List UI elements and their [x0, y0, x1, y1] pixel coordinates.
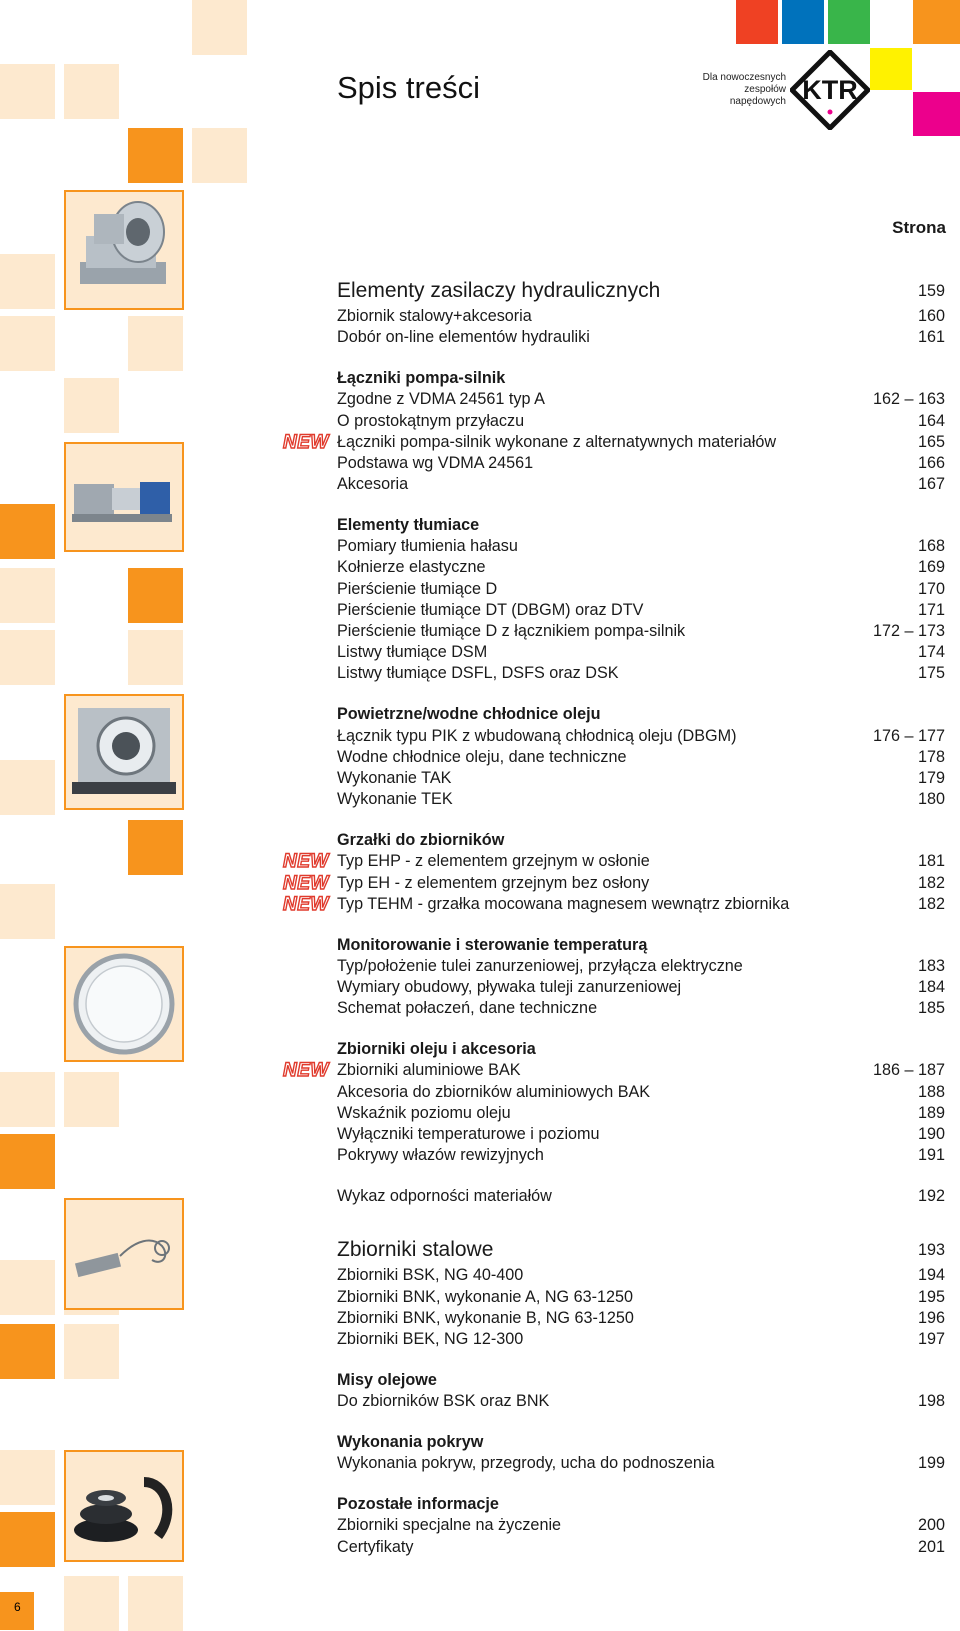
toc-group-heading: Powietrzne/wodne chłodnice oleju	[337, 705, 601, 724]
toc-page-number: 195	[917, 1287, 945, 1306]
toc-entry[interactable]	[337, 1145, 945, 1166]
tile	[64, 1324, 119, 1379]
toc-page-number: 190	[917, 1124, 945, 1143]
toc-group-heading: Elementy tłumiace	[337, 516, 480, 535]
toc-entry[interactable]	[337, 1391, 945, 1412]
toc-page-number: 174	[917, 643, 945, 662]
product-image-pump-housing	[64, 190, 184, 310]
toc-page-number: 172 – 173	[872, 622, 945, 641]
toc-entry[interactable]	[337, 1515, 945, 1536]
toc-section-title: Elementy zasilaczy hydraulicznych	[337, 279, 661, 302]
toc-entry[interactable]	[337, 642, 945, 663]
toc-entry[interactable]	[337, 956, 945, 977]
toc-entry-label: O prostokątnym przyłaczu	[337, 411, 525, 430]
color-square-red	[736, 0, 778, 44]
tile	[0, 1512, 55, 1567]
toc-entry[interactable]	[337, 1265, 945, 1286]
tile	[0, 254, 55, 309]
ktr-logo	[700, 50, 870, 130]
toc-entry-label: Pomiary tłumienia hałasu	[337, 537, 518, 556]
toc-entry-label: Pierścienie tłumiące D z łącznikiem pompa-silnik	[337, 622, 686, 641]
tile	[128, 568, 183, 623]
toc-entry[interactable]	[337, 1537, 945, 1558]
ktr-logo-mark	[790, 50, 870, 130]
toc-page-number: 171	[917, 600, 945, 619]
logo-slogan-line: Dla nowoczesnych	[702, 72, 786, 83]
toc-group-heading: Monitorowanie i sterowanie temperaturą	[337, 935, 648, 954]
product-image-damping-rings	[64, 1450, 184, 1562]
toc-entry-label: Zbiorniki BNK, wykonanie A, NG 63-1250	[337, 1287, 634, 1306]
spacer	[337, 1207, 945, 1235]
toc-page-number: 165	[917, 432, 945, 451]
toc-entry-label: Wykonanie TEK	[337, 790, 453, 809]
toc-entry[interactable]	[337, 1082, 945, 1103]
tile	[192, 0, 247, 55]
toc-entry[interactable]	[337, 1453, 945, 1474]
toc-page-number: 192	[917, 1187, 945, 1206]
toc-page-number: 198	[917, 1392, 945, 1411]
spacer	[337, 685, 945, 705]
tile	[0, 760, 55, 815]
toc-page-number: 164	[917, 411, 945, 430]
toc-page-number: 185	[917, 999, 945, 1018]
toc-entry[interactable]	[337, 1103, 945, 1124]
tile	[128, 630, 183, 685]
product-image-sight-glass	[64, 946, 184, 1062]
tile	[0, 1324, 55, 1379]
toc-entry[interactable]	[283, 893, 945, 915]
tile	[128, 128, 183, 183]
new-badge: NEW	[283, 1060, 329, 1082]
toc-entry-label: Wykonania pokryw, przegrody, ucha do podnoszenia	[337, 1454, 715, 1473]
sight-glass-illustration	[66, 948, 182, 1060]
toc-entry-label: Wodne chłodnice oleju, dane techniczne	[337, 747, 627, 766]
color-square-green	[828, 0, 870, 44]
heater-illustration	[66, 1200, 182, 1308]
tile	[0, 1134, 55, 1189]
toc-page-number: 184	[917, 978, 945, 997]
toc-entry-label: Pierścienie tłumiące D	[337, 579, 498, 598]
spacer	[337, 495, 945, 515]
toc-entry-label: Typ TEHM - grzałka mocowana magnesem wewnątrz zbiornika	[337, 894, 790, 913]
toc-entry-label: Zbiornik stalowy+akcesoria	[337, 307, 532, 325]
toc-entry[interactable]	[337, 306, 945, 327]
toc-page-number: 197	[917, 1329, 945, 1348]
toc-entry-label: Wyłączniki temperaturowe i poziomu	[337, 1124, 600, 1143]
product-image-coupling-motor	[64, 442, 184, 552]
toc-entry[interactable]	[337, 1287, 945, 1308]
oil-cooler-illustration	[66, 696, 182, 808]
toc-entry-label: Wskaźnik poziomu oleju	[337, 1103, 511, 1122]
toc-entry-label: Typ/położenie tulei zanurzeniowej, przyłącza elektryczne	[337, 956, 743, 975]
page-number: 6	[14, 1600, 21, 1614]
toc-entry[interactable]	[337, 411, 945, 432]
toc-page-number: 183	[917, 956, 945, 975]
new-badge: NEW	[283, 431, 329, 453]
tile	[0, 504, 55, 559]
toc-entry[interactable]	[337, 789, 945, 810]
logo-slogan-line: napędowych	[729, 96, 786, 107]
toc-page-number: 176 – 177	[872, 726, 945, 745]
toc-page-number: 193	[917, 1241, 945, 1260]
toc-entry[interactable]	[283, 1060, 945, 1082]
spacer	[337, 1412, 945, 1432]
toc-group-heading: Wykonania pokryw	[337, 1433, 484, 1452]
toc-entry[interactable]	[337, 998, 945, 1019]
toc-entry[interactable]	[337, 474, 945, 495]
toc-entry[interactable]	[337, 453, 945, 474]
toc-page-number: 167	[917, 475, 945, 494]
toc-entry[interactable]	[337, 621, 945, 642]
toc-entry[interactable]	[337, 1124, 945, 1145]
toc-page-number: 200	[917, 1516, 945, 1535]
tile	[64, 64, 119, 119]
page-number-tab	[0, 1592, 34, 1630]
toc-entry-label: Pierścienie tłumiące DT (DBGM) oraz DTV	[337, 600, 644, 619]
toc-page-number: 194	[917, 1266, 945, 1285]
tile	[0, 64, 55, 119]
toc-section-heading[interactable]	[337, 1235, 945, 1265]
toc-entry-label: Łącznik typu PIK z wbudowaną chłodnicą oleju (DBGM)	[337, 726, 737, 745]
table-of-contents	[283, 276, 945, 1558]
page-column-label: Strona	[892, 218, 946, 237]
toc-entry-label: Dobór on-line elementów hydrauliki	[337, 328, 590, 347]
tile	[0, 884, 55, 939]
toc-entry[interactable]	[337, 663, 945, 684]
spacer	[337, 915, 945, 935]
toc-entry-label: Akcesoria do zbiorników aluminiowych BAK	[337, 1082, 651, 1101]
color-square-magenta	[913, 92, 960, 136]
toc-entry[interactable]	[283, 851, 945, 873]
new-badge: NEW	[283, 893, 329, 915]
toc-entry[interactable]	[337, 768, 945, 789]
color-square-orange	[913, 0, 960, 44]
toc-entry-label: Wymiary obudowy, pływaka tuleji zanurzeniowej	[337, 978, 682, 997]
toc-entry-label: Kołnierze elastyczne	[337, 558, 486, 577]
toc-entry[interactable]	[337, 600, 945, 621]
toc-entry-label: Listwy tłumiące DSM	[337, 643, 488, 662]
spacer	[337, 1350, 945, 1370]
toc-entry[interactable]	[337, 536, 945, 557]
toc-entry-label: Listwy tłumiące DSFL, DSFS oraz DSK	[337, 664, 619, 683]
toc-page-number: 169	[917, 558, 945, 577]
toc-entry-label: Zbiorniki BSK, NG 40-400	[337, 1266, 524, 1285]
page-title: Spis treści	[337, 70, 480, 105]
toc-page-number: 166	[917, 453, 945, 472]
tile	[0, 630, 55, 685]
toc-entry[interactable]	[337, 977, 945, 998]
toc-entry-label: Schemat połaczeń, dane techniczne	[337, 999, 598, 1018]
toc-entry-label: Zgodne z VDMA 24561 typ A	[337, 390, 545, 409]
toc-page-number: 186 – 187	[872, 1061, 945, 1080]
toc-entry[interactable]	[337, 389, 945, 410]
toc-entry-label: Typ EHP - z elementem grzejnym w osłonie	[337, 852, 650, 871]
toc-section-title: Zbiorniki stalowe	[337, 1238, 494, 1262]
toc-page-number: 170	[917, 579, 945, 598]
tile	[192, 128, 247, 183]
logo-text: KTR	[802, 75, 858, 105]
spacer	[337, 810, 945, 830]
tile	[0, 316, 55, 371]
toc-entry[interactable]	[337, 747, 945, 768]
toc-page-number: 188	[917, 1082, 945, 1101]
toc-page-number: 179	[917, 768, 945, 787]
toc-entry-label: Wykaz odporności materiałów	[337, 1187, 552, 1206]
toc-entry[interactable]	[337, 1186, 945, 1207]
toc-page-number: 199	[917, 1454, 945, 1473]
tile	[64, 1072, 119, 1127]
toc-page-number: 159	[917, 282, 945, 300]
toc-entry-label: Wykonanie TAK	[337, 768, 452, 787]
toc-page-number: 191	[917, 1146, 945, 1165]
toc-entry-label: Podstawa wg VDMA 24561	[337, 453, 534, 472]
toc-group-heading: Misy olejowe	[337, 1370, 437, 1389]
toc-group-heading: Zbiorniki oleju i akcesoria	[337, 1040, 536, 1059]
toc-entry-label: Zbiorniki specjalne na życzenie	[337, 1516, 562, 1535]
toc-page-number: 196	[917, 1308, 945, 1327]
tile	[0, 1260, 55, 1315]
toc-page-number: 189	[917, 1103, 945, 1122]
tile	[0, 1450, 55, 1505]
toc-entry-label: Do zbiorników BSK oraz BNK	[337, 1392, 550, 1411]
toc-section-heading[interactable]	[337, 276, 945, 306]
toc-entry[interactable]	[283, 872, 945, 894]
spacer	[337, 1474, 945, 1494]
spacer	[337, 348, 945, 368]
toc-entry[interactable]	[337, 726, 945, 747]
color-square-blue	[782, 0, 824, 44]
tile	[128, 1576, 183, 1631]
toc-entry[interactable]	[337, 327, 945, 348]
logo-slogan	[703, 72, 786, 108]
toc-group-heading: Pozostałe informacje	[337, 1495, 499, 1514]
logo-slogan-line: zespołów	[744, 84, 786, 95]
toc-entry[interactable]	[337, 1308, 945, 1329]
new-badge: NEW	[283, 872, 329, 894]
pump-housing-illustration	[66, 192, 182, 308]
tile	[128, 820, 183, 875]
toc-entry-label: Pokrywy włazów rewizyjnych	[337, 1146, 544, 1165]
new-badge: NEW	[283, 851, 329, 873]
toc-entry[interactable]	[283, 431, 945, 453]
toc-page-number: 180	[917, 790, 945, 809]
toc-page-number: 175	[917, 664, 945, 683]
toc-entry-label: Typ EH - z elementem grzejnym bez osłony	[337, 873, 650, 892]
motor-pump-illustration	[66, 444, 182, 550]
toc-entry-label: Łączniki pompa-silnik wykonane z alternatywnych materiałów	[337, 432, 777, 451]
toc-page-number: 201	[917, 1537, 945, 1556]
toc-entry-label: Zbiorniki BEK, NG 12-300	[337, 1329, 524, 1348]
toc-group-heading: Łączniki pompa-silnik	[337, 369, 506, 388]
tile	[128, 316, 183, 371]
toc-page-number: 182	[917, 873, 945, 892]
tile	[0, 568, 55, 623]
toc-page-number: 181	[917, 852, 945, 871]
toc-entry-label: Akcesoria	[337, 475, 409, 494]
spacer	[337, 1166, 945, 1186]
product-image-heater	[64, 1198, 184, 1310]
toc-entry[interactable]	[337, 1329, 945, 1350]
tile	[64, 378, 119, 433]
spacer	[337, 1019, 945, 1039]
toc-page-number: 160	[917, 307, 945, 325]
toc-page-number: 162 – 163	[872, 390, 945, 409]
toc-page-number: 182	[917, 894, 945, 913]
toc-entry-label: Certyfikaty	[337, 1537, 414, 1556]
toc-group-heading: Grzałki do zbiorników	[337, 831, 505, 850]
toc-page-number: 168	[917, 537, 945, 556]
tile	[0, 1072, 55, 1127]
toc-page-number: 161	[917, 328, 945, 347]
toc-entry-label: Zbiorniki aluminiowe BAK	[337, 1061, 521, 1080]
color-square-yellow	[870, 48, 912, 90]
toc-page-number: 178	[917, 747, 945, 766]
tile	[64, 1576, 119, 1631]
toc-entry[interactable]	[337, 557, 945, 578]
toc-entry[interactable]	[337, 579, 945, 600]
toc-entry-label: Zbiorniki BNK, wykonanie B, NG 63-1250	[337, 1308, 634, 1327]
product-image-oil-cooler	[64, 694, 184, 810]
damping-rings-illustration	[66, 1452, 182, 1560]
